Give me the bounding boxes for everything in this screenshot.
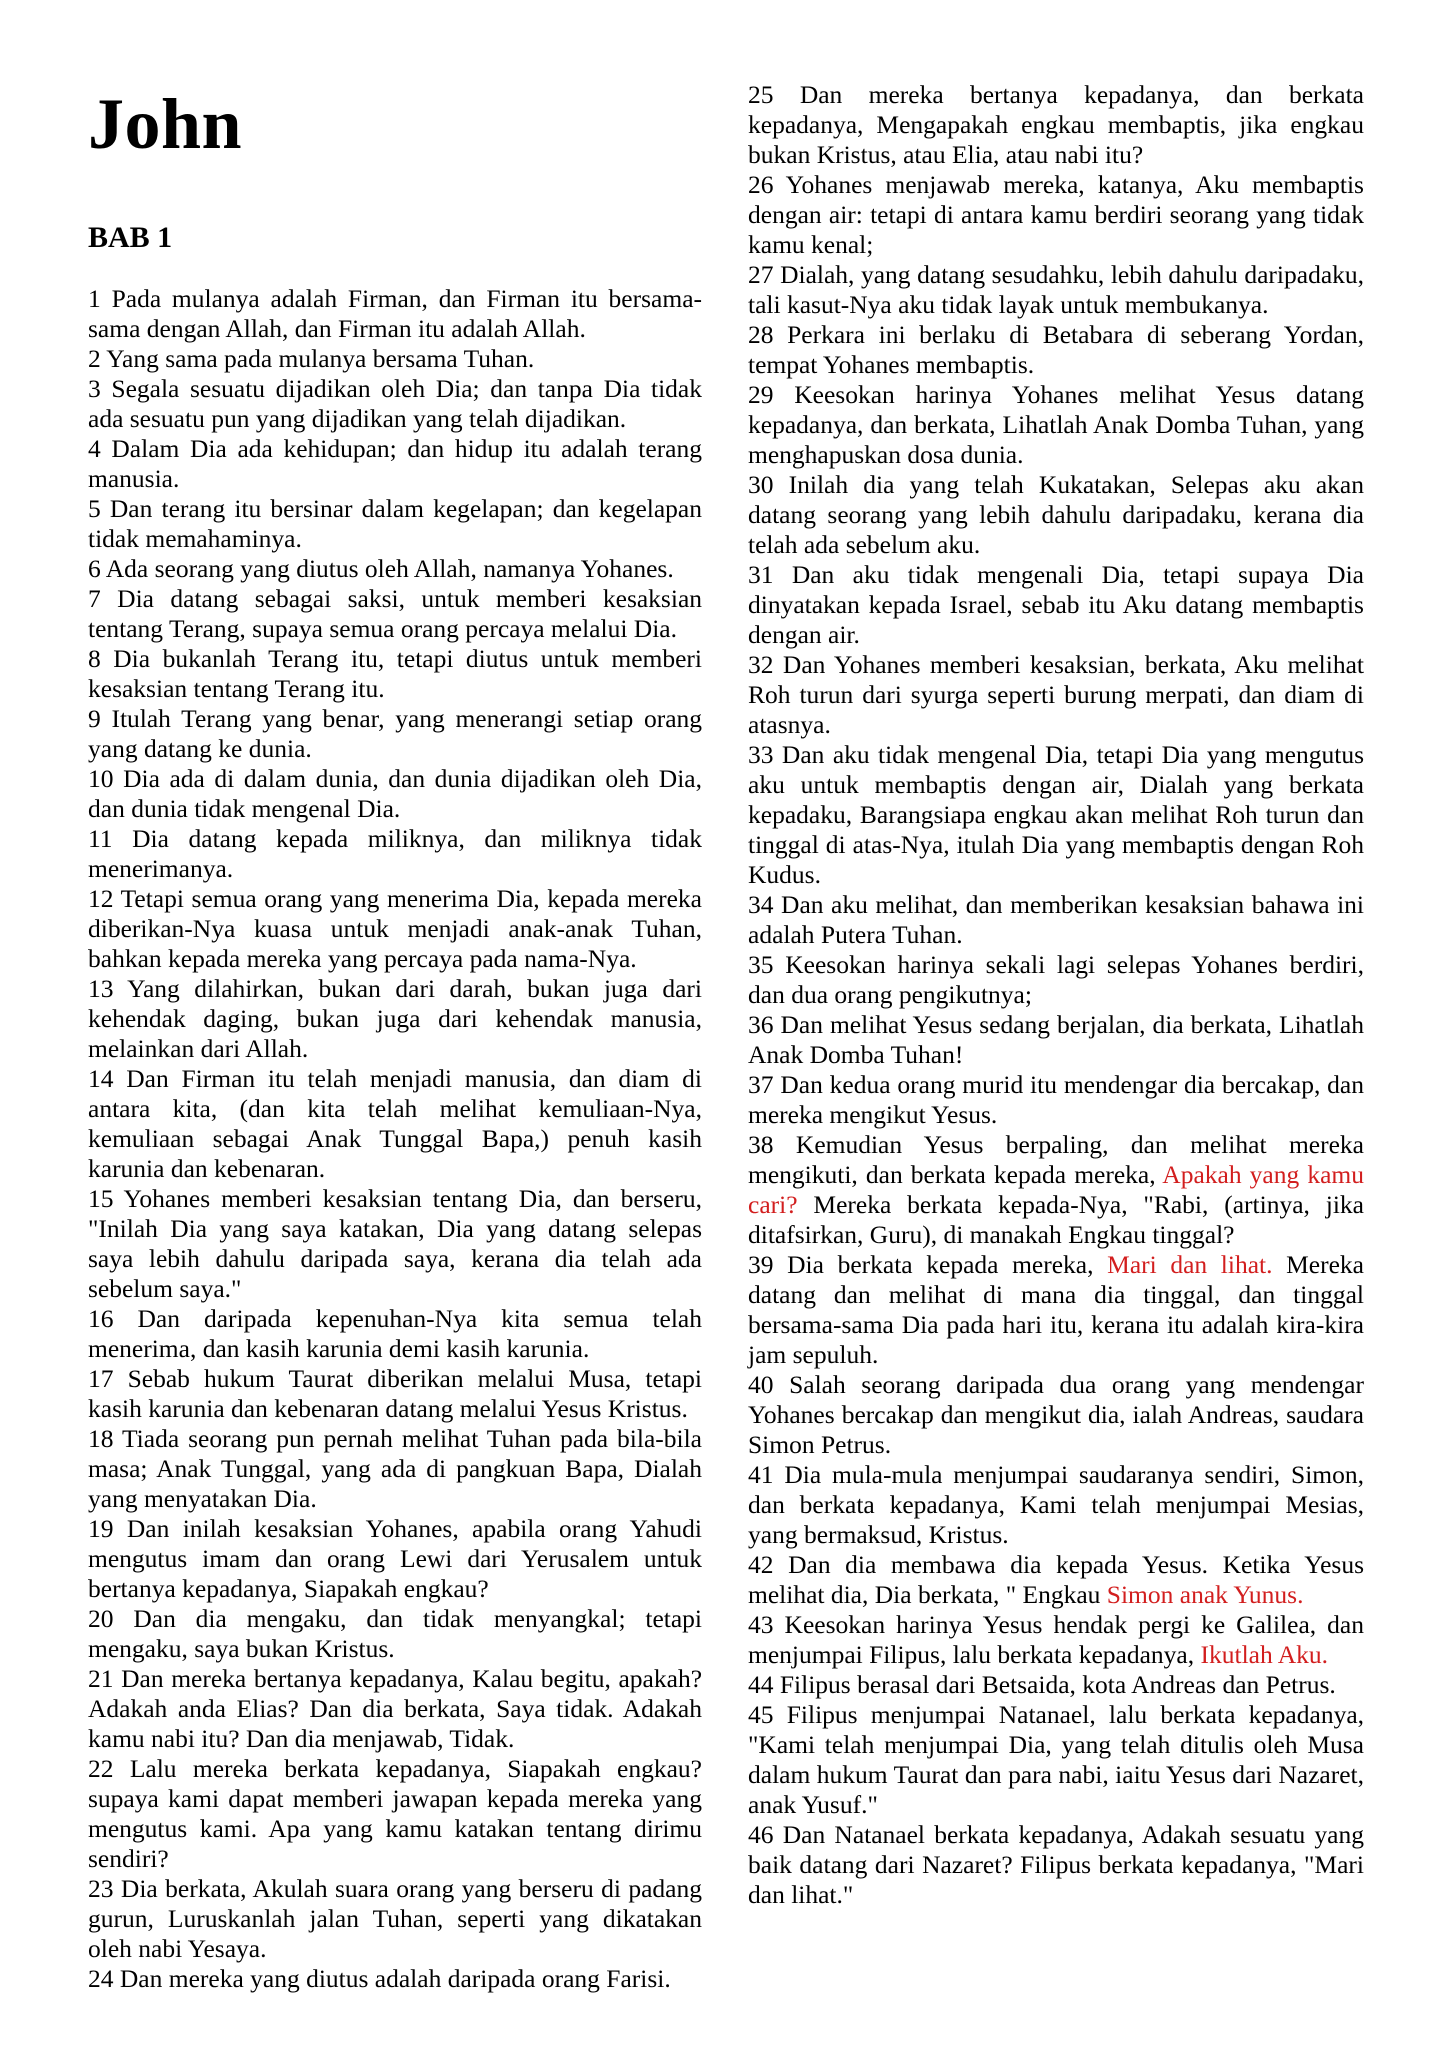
verse-number: 20 (88, 1604, 114, 1633)
verse-number: 32 (748, 650, 774, 679)
verse-27 (748, 260, 1364, 320)
verse-number: 1 (88, 284, 101, 313)
verse-text: Dan aku tidak mengenal Dia, tetapi Dia yang mengutus aku untuk membaptis dengan air, Dialah yang berkata kepadaku, Barangsiapa engkau akan melihat Roh turun dan tinggal di atas-Nya, itulah Dia yang membaptis dengan Roh Kudus. (748, 740, 1365, 889)
verse-number: 25 (748, 80, 774, 109)
verse-number: 26 (748, 170, 774, 199)
jesus-words-red-text: Apakah yang kamu cari? (748, 1160, 1364, 1219)
verse-text: Dan Yohanes memberi kesaksian, berkata, Aku melihat Roh turun dari syurga seperti burung merpati, dan diam di atasnya. (748, 650, 1365, 739)
verse-number: 46 (748, 1820, 774, 1849)
verse-number: 39 (748, 1250, 774, 1279)
verse-number: 36 (748, 1010, 774, 1039)
verse-number: 23 (88, 1874, 114, 1903)
verse-number: 3 (88, 374, 101, 403)
verse-text: Keesokan harinya Yohanes melihat Yesus datang kepadanya, dan berkata, Lihatlah Anak Domba Tuhan, yang menghapuskan dosa dunia. (748, 380, 1364, 469)
verse-37 (748, 1070, 1364, 1130)
verse-text: Dalam Dia ada kehidupan; dan hidup itu adalah terang manusia. (88, 434, 703, 493)
verse-number: 40 (748, 1370, 774, 1399)
verse-text: Yang dilahirkan, bukan dari darah, bukan juga dari kehendak daging, bukan juga dari kehendak manusia, melainkan dari Allah. (88, 974, 702, 1063)
verse-33 (748, 740, 1364, 890)
verse-text: Sebab hukum Taurat diberikan melalui Musa, tetapi kasih karunia dan kebenaran datang melalui Yesus Kristus. (88, 1364, 703, 1423)
verse-13 (88, 974, 702, 1064)
verse-text: Dan Natanael berkata kepadanya, Adakah sesuatu yang baik datang dari Nazaret? Filipus berkata kepadanya, "Mari dan lihat." (748, 1820, 1365, 1909)
verse-28 (748, 320, 1364, 380)
verse-text: Perkara ini berlaku di Betabara di seberang Yordan, tempat Yohanes membaptis. (748, 320, 1364, 379)
verse-text: Dia bukanlah Terang itu, tetapi diutus untuk memberi kesaksian tentang Terang itu. (88, 644, 702, 703)
verse-text: Yohanes memberi kesaksian tentang Dia, dan berseru, "Inilah Dia yang saya katakan, Dia yang datang selepas saya lebih dahulu daripada saya, kerana dia telah ada sebelum saya." (88, 1184, 702, 1303)
column-left (88, 0, 702, 1994)
verse-24 (88, 1964, 702, 1994)
verse-text: Ada seorang yang diutus oleh Allah, namanya Yohanes. (105, 554, 674, 583)
verse-8 (88, 644, 702, 704)
verse-text: Dia berkata, Akulah suara orang yang berseru di padang gurun, Luruskanlah jalan Tuhan, seperti yang dikatakan oleh nabi Yesaya. (88, 1874, 702, 1963)
verse-23 (88, 1874, 702, 1964)
verse-text: Dan aku tidak mengenali Dia, tetapi supaya Dia dinyatakan kepada Israel, sebab itu Aku datang membaptis dengan air. (748, 560, 1365, 649)
jesus-words-red-text: Ikutlah Aku. (1200, 1640, 1329, 1669)
verse-20 (88, 1604, 702, 1664)
verse-text: Inilah dia yang telah Kukatakan, Selepas aku akan datang seorang yang lebih dahulu daripadaku, kerana dia telah ada sebelum aku. (748, 470, 1365, 559)
verse-46 (748, 1820, 1364, 1910)
verse-15 (88, 1184, 702, 1304)
verse-36 (748, 1010, 1364, 1070)
verse-text: Mereka datang dan melihat di mana dia tinggal, dan tinggal bersama-sama Dia pada hari itu, kerana itu adalah kira-kira jam sepuluh. (748, 1250, 1365, 1369)
verse-16 (88, 1304, 702, 1364)
verse-number: 6 (88, 554, 101, 583)
verse-number: 12 (88, 884, 114, 913)
verse-number: 7 (88, 584, 101, 613)
verse-number: 41 (748, 1460, 774, 1489)
verse-1 (88, 284, 702, 344)
verse-40 (748, 1370, 1364, 1460)
verse-11 (88, 824, 702, 884)
verse-10 (88, 764, 702, 824)
verse-text: Tetapi semua orang yang menerima Dia, kepada mereka diberikan-Nya kuasa untuk menjadi anak-anak Tuhan, bahkan kepada mereka yang percaya pada nama-Nya. (88, 884, 702, 973)
verse-text: Itulah Terang yang benar, yang menerangi setiap orang yang datang ke dunia. (88, 704, 703, 763)
verse-number: 19 (88, 1514, 114, 1543)
verse-text: Dan kedua orang murid itu mendengar dia bercakap, dan mereka mengikut Yesus. (748, 1070, 1364, 1129)
verse-number: 10 (88, 764, 114, 793)
verse-text: Dia datang kepada miliknya, dan miliknya tidak menerimanya. (88, 824, 702, 883)
verse-number: 8 (88, 644, 101, 673)
verse-number: 13 (88, 974, 114, 1003)
verse-number: 2 (88, 344, 101, 373)
verse-number: 30 (748, 470, 774, 499)
verse-number: 42 (748, 1550, 774, 1579)
verse-9 (88, 704, 702, 764)
verse-number: 27 (748, 260, 774, 289)
verse-2 (88, 344, 702, 374)
verse-42 (748, 1550, 1364, 1610)
book-title: John (88, 84, 243, 164)
verses-left (88, 284, 702, 1994)
verse-18 (88, 1424, 702, 1514)
verse-number: 38 (748, 1130, 774, 1159)
verse-22 (88, 1754, 702, 1874)
verse-text: Keesokan harinya sekali lagi selepas Yohanes berdiri, dan dua orang pengikutnya; (748, 950, 1365, 1009)
jesus-words-red-text: Mari dan lihat. (1107, 1250, 1273, 1279)
verse-44 (748, 1670, 1364, 1700)
verse-38 (748, 1130, 1364, 1250)
verse-text: Tiada seorang pun pernah melihat Tuhan pada bila-bila masa; Anak Tunggal, yang ada di pangkuan Bapa, Dialah yang menyatakan Dia. (88, 1424, 702, 1513)
verse-19 (88, 1514, 702, 1604)
verse-text: Dan mereka bertanya kepadanya, dan berkata kepadanya, Mengapakah engkau membaptis, jika engkau bukan Kristus, atau Elia, atau nabi itu? (748, 80, 1364, 169)
verse-number: 5 (88, 494, 101, 523)
verse-30 (748, 470, 1364, 560)
verse-12 (88, 884, 702, 974)
verse-number: 28 (748, 320, 774, 349)
verse-text: Yang sama pada mulanya bersama Tuhan. (106, 344, 535, 373)
verse-text: Dia mula-mula menjumpai saudaranya sendiri, Simon, dan berkata kepadanya, Kami telah menjumpai Mesias, yang bermaksud, Kristus. (748, 1460, 1365, 1549)
verse-5 (88, 494, 702, 554)
verse-number: 45 (748, 1700, 774, 1729)
verse-text: Dialah, yang datang sesudahku, lebih dahulu daripadaku, tali kasut-Nya aku tidak layak untuk membukanya. (748, 260, 1365, 319)
verse-number: 15 (88, 1184, 114, 1213)
verse-7 (88, 584, 702, 644)
verse-number: 43 (748, 1610, 774, 1639)
verse-32 (748, 650, 1364, 740)
verse-text: Segala sesuatu dijadikan oleh Dia; dan tanpa Dia tidak ada sesuatu pun yang dijadikan yang telah dijadikan. (88, 374, 702, 433)
verse-text: Dan daripada kepenuhan-Nya kita semua telah menerima, dan kasih karunia demi kasih karunia. (88, 1304, 702, 1363)
verse-number: 29 (748, 380, 774, 409)
verse-number: 16 (88, 1304, 114, 1333)
verse-number: 17 (88, 1364, 114, 1393)
verse-number: 4 (88, 434, 101, 463)
verse-text: Dan melihat Yesus sedang berjalan, dia berkata, Lihatlah Anak Domba Tuhan! (748, 1010, 1364, 1069)
verse-text: Dan mereka bertanya kepadanya, Kalau begitu, apakah? Adakah anda Elias? Dan dia berkata, Saya tidak. Adakah kamu nabi itu? Dan dia menjawab, Tidak. (88, 1664, 703, 1753)
chapter-heading: BAB 1 (88, 221, 173, 254)
column-right (748, 0, 1364, 1910)
verse-number: 35 (748, 950, 774, 979)
verse-26 (748, 170, 1364, 260)
verse-text: Kemudian Yesus berpaling, dan melihat mereka mengikuti, dan berkata kepada mereka, (748, 1130, 1364, 1189)
verse-text: Dan terang itu bersinar dalam kegelapan; dan kegelapan tidak memahaminya. (88, 494, 703, 553)
verse-number: 21 (88, 1664, 114, 1693)
verse-text: Yohanes menjawab mereka, katanya, Aku membaptis dengan air: tetapi di antara kamu berdiri seorang yang tidak kamu kenal; (748, 170, 1364, 259)
verse-14 (88, 1064, 702, 1184)
verse-text: Pada mulanya adalah Firman, dan Firman itu bersama-sama dengan Allah, dan Firman itu adalah Allah. (88, 284, 703, 343)
verse-6 (88, 554, 702, 584)
verse-43 (748, 1610, 1364, 1670)
verse-number: 22 (88, 1754, 114, 1783)
verse-number: 37 (748, 1070, 774, 1099)
verse-text: Dan dia mengaku, dan tidak menyangkal; tetapi mengaku, saya bukan Kristus. (88, 1604, 703, 1663)
verse-35 (748, 950, 1364, 1010)
verse-3 (88, 374, 702, 434)
verse-number: 9 (88, 704, 101, 733)
verse-text: Dan inilah kesaksian Yohanes, apabila orang Yahudi mengutus imam dan orang Lewi dari Yerusalem untuk bertanya kepadanya, Siapakah engkau? (88, 1514, 703, 1603)
verse-text: Dan Firman itu telah menjadi manusia, dan diam di antara kita, (dan kita telah melihat kemuliaan-Nya, kemuliaan sebagai Anak Tunggal Bapa,) penuh kasih karunia dan kebenaran. (88, 1064, 702, 1183)
verse-number: 33 (748, 740, 774, 769)
verse-text: Filipus menjumpai Natanael, lalu berkata kepadanya, "Kami telah menjumpai Dia, yang telah ditulis oleh Musa dalam hukum Taurat dan para nabi, iaitu Yesus dari Nazaret, anak Yusuf." (748, 1700, 1365, 1819)
verse-31 (748, 560, 1364, 650)
verse-text: Dan dia membawa dia kepada Yesus. Ketika Yesus melihat dia, Dia berkata, " Engkau (748, 1550, 1365, 1609)
verse-39 (748, 1250, 1364, 1370)
verse-29 (748, 380, 1364, 470)
verse-text: Dan mereka yang diutus adalah daripada orang Farisi. (119, 1964, 671, 1993)
jesus-words-red-text: Simon anak Yunus. (1106, 1580, 1304, 1609)
verse-4 (88, 434, 702, 494)
verse-45 (748, 1700, 1364, 1820)
verse-21 (88, 1664, 702, 1754)
verse-number: 34 (748, 890, 774, 919)
verse-text: Lalu mereka berkata kepadanya, Siapakah engkau? supaya kami dapat memberi jawapan kepada mereka yang mengutus kami. Apa yang kamu katakan tentang dirimu sendiri? (88, 1754, 702, 1873)
verse-text: Dan aku melihat, dan memberikan kesaksian bahawa ini adalah Putera Tuhan. (748, 890, 1364, 949)
verse-number: 18 (88, 1424, 114, 1453)
verse-text: Dia berkata kepada mereka, (787, 1250, 1108, 1279)
verse-text: Dia ada di dalam dunia, dan dunia dijadikan oleh Dia, dan dunia tidak mengenal Dia. (88, 764, 702, 823)
verse-34 (748, 890, 1364, 950)
verses-right (748, 80, 1364, 1910)
verse-41 (748, 1460, 1364, 1550)
verse-text: Keesokan harinya Yesus hendak pergi ke Galilea, dan menjumpai Filipus, lalu berkata kepadanya, (748, 1610, 1365, 1669)
verse-number: 31 (748, 560, 774, 589)
verse-25 (748, 80, 1364, 170)
verse-text: Filipus berasal dari Betsaida, kota Andreas dan Petrus. (779, 1670, 1336, 1699)
verse-17 (88, 1364, 702, 1424)
verse-text: Salah seorang daripada dua orang yang mendengar Yohanes bercakap dan mengikut dia, ialah Andreas, saudara Simon Petrus. (748, 1370, 1364, 1459)
verse-number: 11 (88, 824, 113, 853)
verse-number: 44 (748, 1670, 774, 1699)
verse-text: Dia datang sebagai saksi, untuk memberi kesaksian tentang Terang, supaya semua orang percaya melalui Dia. (88, 584, 703, 643)
verse-text: Mereka berkata kepada-Nya, "Rabi, (artinya, jika ditafsirkan, Guru), di manakah Engkau tinggal? (748, 1190, 1364, 1249)
verse-number: 24 (88, 1964, 114, 1993)
verse-number: 14 (88, 1064, 114, 1093)
